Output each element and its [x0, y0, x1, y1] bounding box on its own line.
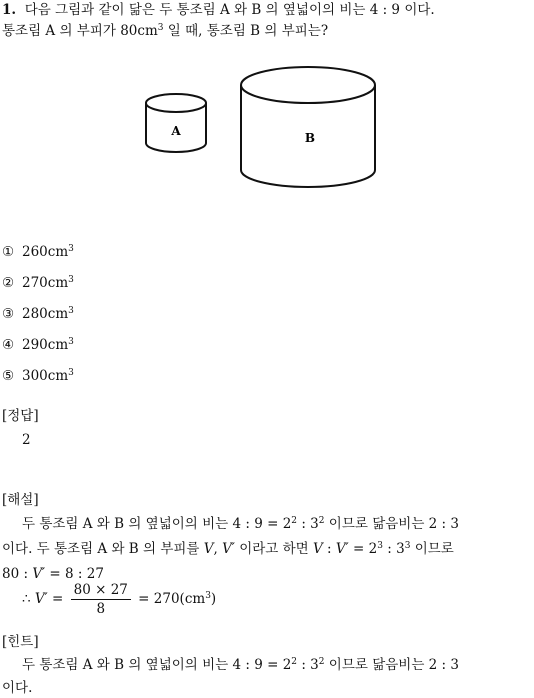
question-line-1	[2, 2, 532, 18]
explanation-line-4: ∴ V′ = $\frac{80 \times 27}{8}$ = $270(cm^3)$	[22, 582, 217, 618]
choice-5[interactable]: ⑤ $300cm^3$	[2, 368, 74, 384]
can-a	[146, 94, 206, 152]
explanation-line-1: 두 통조림 A 와 B 의 옆넓이의 비는 4 : $9 = 2^2$ : $3^2$ 이므로 닮음비는 2 : 3	[22, 516, 459, 532]
choice-1[interactable]: ① $260cm^3$	[2, 244, 74, 260]
can-b	[241, 67, 375, 187]
choice-2[interactable]: ② $270cm^3$	[2, 275, 74, 291]
question-number: 1.	[2, 2, 17, 18]
explanation-line-3: 80 : V′ = 8 : 27	[2, 566, 104, 582]
question-line-2: 통조림 A 의 부피가 $80cm^3$ 일 때, 통조림 B 의 부피는?	[2, 23, 329, 39]
can-b-label: B	[304, 131, 316, 145]
explanation-line-2: 이다. 두 통조림 A 와 B 의 부피를 V, V′ 이라고 하면 V : $V' = 2^3$ : $3^3$ 이므로	[2, 541, 454, 557]
fraction: $\frac{80 \times 27}{8}$	[71, 582, 131, 617]
hint-line-1: 두 통조림 A 와 B 의 옆넓이의 비는 4 : $9 = 2^2$ : $3^2$ 이므로 닮음비는 2 : 3	[22, 657, 459, 673]
question-text-line-1: 다음 그림과 같이 닮은 두 통조림 A 와 B 의 옆넓이의 비는 4 : 9 이다.	[24, 2, 435, 18]
choice-4[interactable]: ④ $290cm^3$	[2, 337, 74, 353]
cans-figure	[138, 55, 398, 195]
explanation-heading: [해설]	[2, 492, 39, 508]
answer-heading: [정답]	[2, 408, 39, 424]
answer-value: 2	[22, 432, 31, 448]
hint-line-2: 이다.	[2, 680, 33, 696]
choice-3[interactable]: ③ $280cm^3$	[2, 306, 74, 322]
can-a-label: A	[171, 124, 181, 138]
hint-heading: [힌트]	[2, 634, 39, 650]
